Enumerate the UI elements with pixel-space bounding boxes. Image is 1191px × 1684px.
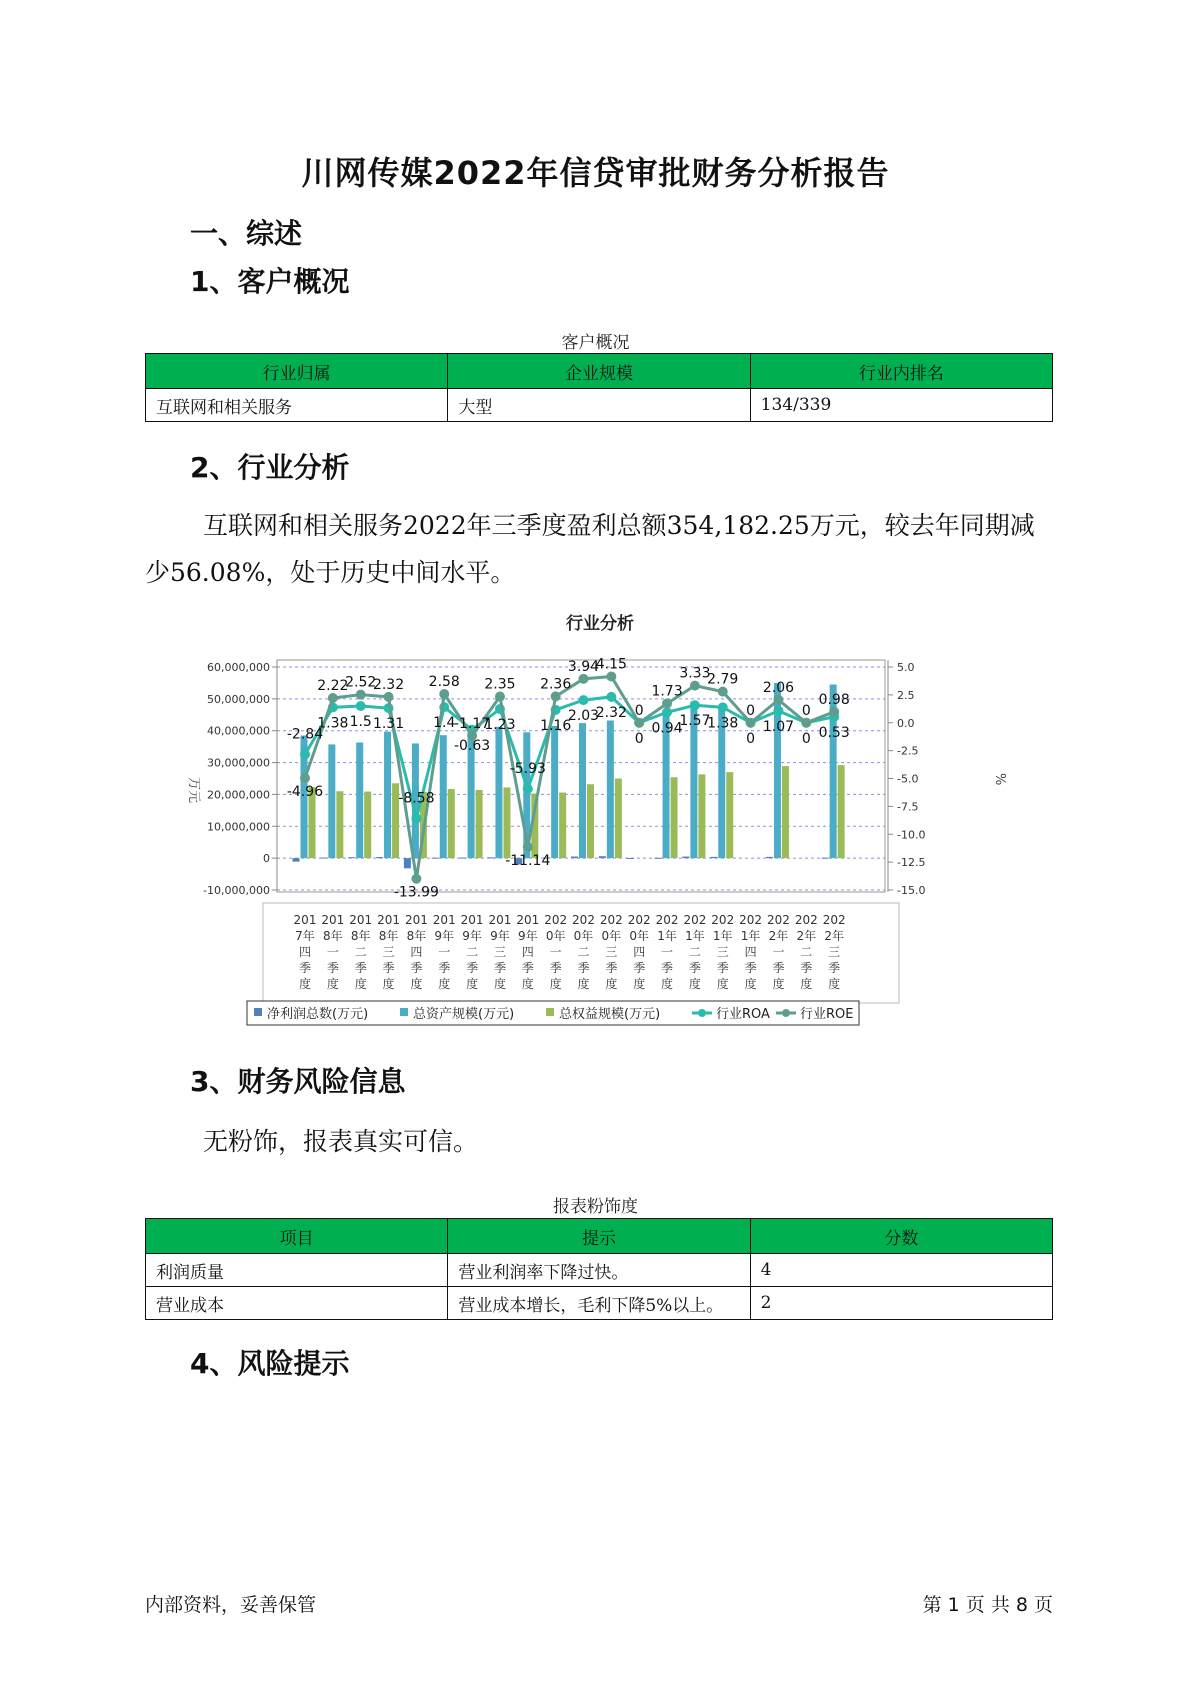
bar: [460, 858, 467, 859]
section-heading-customer: 1、客户概况: [190, 265, 350, 298]
x-tick-label: 201 8年四季度: [404, 913, 428, 991]
data-label: 0.98: [818, 691, 850, 708]
data-label: 2.32: [372, 676, 405, 693]
x-tick-label: 202 0年四季度: [627, 913, 651, 991]
data-label: -4.96: [286, 784, 324, 801]
bar: [655, 858, 662, 859]
x-tick-label: 202 0年一季度: [544, 913, 568, 991]
bar: [328, 744, 335, 858]
series-point: [300, 773, 310, 783]
y2-tick-label: -7.5: [897, 800, 919, 814]
legend-label: 总权益规模(万元): [559, 1007, 661, 1022]
legend-marker: [698, 1009, 706, 1017]
y-tick-label: 20,000,000: [207, 788, 270, 802]
data-label: 2.58: [428, 673, 460, 690]
legend-swatch: [254, 1008, 262, 1016]
bar: [487, 857, 494, 858]
industry-paragraph: 互联网和相关服务2022年三季度盈利总额354,182.25万元，较去年同期减少56.08%，处于历史中间水平。: [145, 511, 1035, 587]
risk-paragraph: 无粉饰，报表真实可信。: [203, 1127, 479, 1156]
y-tick-label: 10,000,000: [207, 820, 270, 834]
y2-axis-label: %: [992, 773, 1007, 786]
footer-confidential: 内部资料，妥善保管: [145, 1594, 317, 1616]
series-point: [551, 691, 561, 701]
table-header-cell: 行业内排名: [750, 354, 1052, 389]
x-tick-label: 201 9年四季度: [516, 913, 540, 991]
x-tick-label: 202 0年三季度: [599, 913, 623, 991]
x-tick-label: 202 1年四季度: [739, 913, 763, 991]
data-label: 2.79: [707, 671, 739, 688]
series-point: [801, 718, 811, 728]
x-tick-label: 202 2年三季度: [822, 913, 846, 991]
section-heading-overview: 一、综述: [190, 217, 303, 250]
data-label: 0: [801, 702, 811, 719]
data-label: 1.16: [540, 717, 572, 734]
y-axis-label: 万元: [186, 777, 201, 804]
y-tick-label: 50,000,000: [207, 692, 270, 706]
legend-label: 行业ROA: [716, 1007, 770, 1022]
series-point: [495, 692, 505, 702]
document-title: 川网传媒2022年信贷审批财务分析报告: [301, 154, 890, 192]
series-point: [690, 700, 700, 710]
x-tick-label: 202 2年二季度: [794, 913, 818, 991]
bar: [440, 735, 447, 858]
bar: [503, 787, 510, 858]
series-point: [384, 692, 394, 702]
bar: [356, 743, 363, 859]
data-label: 1.4: [433, 715, 456, 732]
data-label: -8.58: [398, 790, 435, 807]
data-label: 1.38: [317, 715, 349, 732]
series-point: [606, 671, 616, 681]
legend-marker: [782, 1009, 790, 1017]
data-label: 2.22: [317, 677, 349, 694]
data-label: 2.35: [484, 676, 516, 693]
customer-table: [145, 353, 1053, 422]
bar: [587, 784, 594, 858]
bar: [336, 791, 343, 858]
data-label: 2.06: [762, 679, 795, 696]
series-point: [300, 749, 310, 759]
series-point: [439, 689, 449, 699]
x-tick-label: 201 8年三季度: [377, 913, 401, 991]
y-axis: [203, 660, 277, 897]
section-heading-risk-warning: 4、风险提示: [190, 1347, 350, 1380]
data-label: 4.15: [595, 656, 627, 673]
series-point: [606, 692, 616, 702]
legend-label: 总资产规模(万元): [413, 1007, 515, 1022]
data-label: 1.5: [349, 714, 372, 731]
data-label: 2.36: [540, 676, 572, 693]
bar: [671, 777, 678, 858]
bar: [822, 858, 829, 859]
y-tick-label: 40,000,000: [207, 724, 270, 738]
legend-swatch: [400, 1008, 408, 1016]
section-heading-industry: 2、行业分析: [190, 451, 350, 484]
y-tick-label: 60,000,000: [207, 661, 270, 674]
bar: [682, 857, 689, 859]
x-tick-label: 201 8年二季度: [349, 913, 373, 991]
data-label: 0.94: [651, 720, 683, 737]
y-tick-label: 0: [263, 852, 270, 866]
y2-tick-label: 5.0: [897, 661, 915, 674]
bar: [376, 857, 383, 858]
x-tick-label: 201 9年三季度: [488, 913, 512, 991]
table-header-cell: 项目: [146, 1219, 448, 1254]
bar: [579, 723, 586, 858]
x-tick-label: 201 9年二季度: [460, 913, 484, 991]
y-tick-label: -10,000,000: [203, 884, 270, 897]
bar: [698, 774, 705, 858]
x-tick-label: 202 2年一季度: [766, 913, 790, 991]
series-point: [634, 718, 644, 728]
customer-table-caption: 客户概况: [561, 333, 630, 353]
bar: [448, 789, 455, 858]
bar: [615, 779, 622, 859]
y2-tick-label: 0.0: [897, 716, 915, 730]
data-label: 0: [634, 702, 644, 719]
x-axis: [294, 913, 846, 991]
bar: [726, 772, 733, 858]
data-label: 1.31: [372, 716, 405, 733]
series-point: [328, 693, 338, 703]
series-point: [718, 702, 728, 712]
bar: [782, 766, 789, 858]
y2-tick-label: -5.0: [897, 772, 919, 786]
data-label: 2.52: [345, 674, 377, 691]
y2-tick-label: -2.5: [897, 744, 919, 758]
bar: [364, 792, 371, 859]
data-label: -2.84: [286, 726, 324, 743]
series-point: [718, 687, 728, 697]
table-row: [146, 389, 1053, 422]
table-row: [146, 1287, 1053, 1320]
legend-label: 净利润总数(万元): [267, 1007, 369, 1022]
y2-tick-label: 2.5: [897, 688, 915, 702]
data-label: 0: [801, 730, 811, 747]
data-label: 3.33: [679, 665, 711, 682]
data-label: -11.14: [505, 852, 551, 869]
data-label: 1.57: [679, 713, 711, 730]
data-label: 1.73: [651, 683, 683, 700]
data-label: -0.63: [453, 737, 491, 754]
legend-swatch: [546, 1008, 554, 1016]
risk-table-caption: 报表粉饰度: [553, 1197, 638, 1217]
table-cell: 互联网和相关服务: [146, 389, 448, 422]
data-label: 2.03: [567, 708, 600, 725]
table-header-cell: 行业归属: [146, 354, 448, 389]
series-point: [690, 681, 700, 691]
bar: [476, 790, 483, 858]
series-point: [662, 698, 672, 708]
x-tick-label: 202 1年三季度: [711, 913, 735, 991]
bar: [663, 715, 670, 858]
data-label: -1.17: [453, 715, 491, 732]
lines: [300, 671, 839, 883]
series-point: [523, 784, 533, 794]
table-header-row: [146, 354, 1053, 389]
bar: [627, 858, 634, 859]
data-label: 1.38: [707, 715, 739, 732]
bar: [551, 726, 558, 858]
series-point: [829, 707, 839, 717]
x-tick-label: 201 7年四季度: [293, 913, 317, 991]
series-point: [746, 718, 756, 728]
y2-axis: [888, 660, 925, 897]
bar: [320, 858, 327, 859]
bar: [495, 727, 502, 858]
section-heading-risk: 3、财务风险信息: [190, 1065, 406, 1098]
footer-page-number: 第 1 页 共 8 页: [922, 1594, 1053, 1616]
data-label: 0: [634, 730, 644, 747]
y2-tick-label: -10.0: [897, 828, 926, 842]
data-labels: [287, 656, 850, 900]
bar: [348, 857, 355, 858]
table-header-cell: 企业规模: [448, 354, 750, 389]
data-label: 1.07: [762, 718, 795, 735]
bar: [404, 858, 411, 868]
industry-chart: [150, 605, 1050, 1115]
table-cell: 营业成本增长，毛利下降5%以上。: [448, 1287, 750, 1320]
y2-tick-label: -12.5: [897, 856, 926, 870]
table-cell: 2: [750, 1287, 1052, 1320]
x-tick-label: 202 1年二季度: [683, 913, 707, 991]
data-label: 0: [746, 702, 756, 719]
bar: [432, 858, 439, 859]
x-tick-label: 202 0年二季度: [572, 913, 595, 991]
bar: [766, 857, 773, 858]
bar: [607, 721, 614, 859]
series-point: [773, 695, 783, 705]
bar: [571, 857, 578, 859]
bar: [384, 732, 391, 858]
chart-legend: [247, 1001, 859, 1025]
series-point: [356, 701, 366, 711]
bar: [559, 793, 566, 859]
table-row: [146, 1254, 1053, 1287]
data-label: 3.94: [567, 658, 600, 675]
bar: [710, 857, 717, 858]
legend-label: 行业ROE: [800, 1007, 854, 1022]
table-cell: 营业成本: [146, 1287, 448, 1320]
table-header-row: [146, 1219, 1053, 1254]
series-point: [356, 690, 366, 700]
series-point: [523, 842, 533, 852]
bar: [599, 856, 606, 858]
series-point: [662, 707, 672, 717]
y2-tick-label: -15.0: [897, 884, 926, 897]
table-header-cell: 提示: [448, 1219, 750, 1254]
series-point: [579, 674, 589, 684]
data-label: 0: [746, 730, 756, 747]
chart-title: 行业分析: [566, 614, 634, 634]
bar: [293, 858, 300, 862]
table-header-cell: 分数: [750, 1219, 1052, 1254]
table-cell: 利润质量: [146, 1254, 448, 1287]
x-tick-label: 202 1年一季度: [655, 913, 679, 991]
table-cell: 4: [750, 1254, 1052, 1287]
risk-table: [145, 1218, 1053, 1320]
bar: [838, 765, 845, 858]
table-cell: 大型: [448, 389, 750, 422]
data-label: 0.53: [818, 724, 850, 741]
series-point: [411, 874, 421, 884]
series-point: [773, 706, 783, 716]
table-cell: 134/339: [750, 389, 1052, 422]
data-label: 2.32: [595, 704, 627, 721]
series-point: [579, 695, 589, 705]
y-tick-label: 30,000,000: [207, 756, 270, 770]
x-tick-label: 201 8年一季度: [321, 913, 345, 991]
data-label: -5.93: [509, 760, 546, 777]
data-label: -13.99: [393, 884, 439, 901]
series-point: [411, 813, 421, 823]
table-cell: 营业利润率下降过快。: [448, 1254, 750, 1287]
data-label: 1.23: [484, 717, 516, 734]
x-tick-label: 201 9年一季度: [432, 913, 456, 991]
